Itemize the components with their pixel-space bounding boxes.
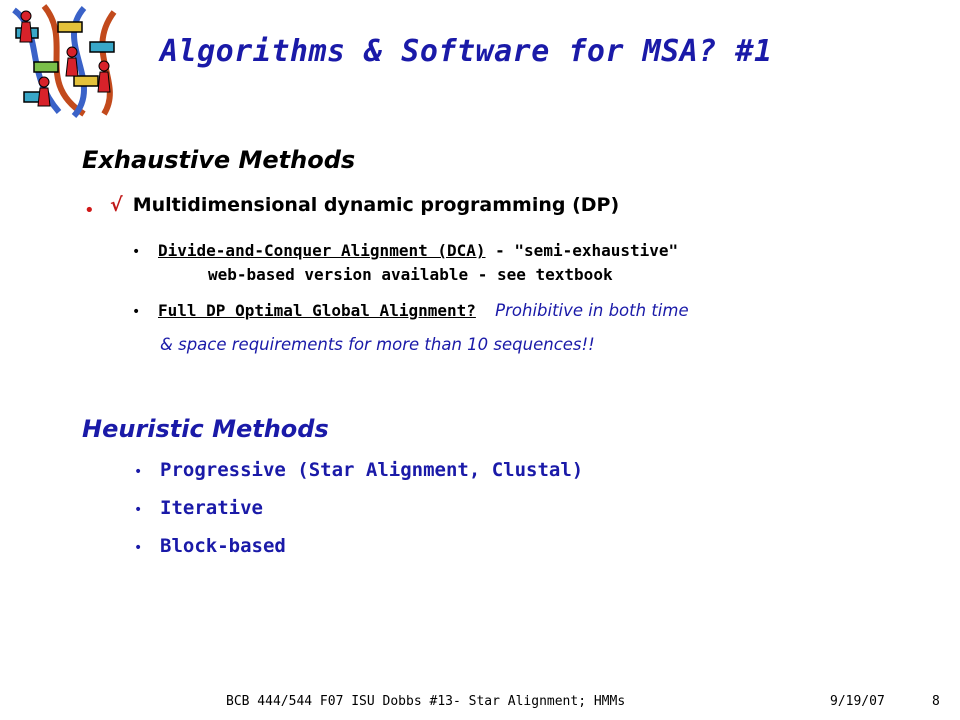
heuristic-item-iterative: Iterative <box>160 497 263 519</box>
heuristic-methods-heading: Heuristic Methods <box>82 415 329 443</box>
footer-date: 9/19/07 <box>830 694 885 709</box>
dna-people-logo <box>4 2 128 118</box>
bullet-dot: • <box>84 200 95 221</box>
prohibitive-note: Prohibitive in both time <box>495 301 689 320</box>
dca-line2: web-based version available - see textbook <box>208 265 613 284</box>
heuristic-item-progressive: Progressive (Star Alignment, Clustal) <box>160 459 584 481</box>
full-dp-link[interactable]: Full DP Optimal Global Alignment? <box>158 301 476 320</box>
dp-item-label: Multidimensional dynamic programming (DP) <box>132 194 620 216</box>
prohibitive-note-line2: & space requirements for more than 10 sequences!! <box>160 335 595 354</box>
dca-rest: - "semi-exhaustive" <box>485 241 679 260</box>
bullet-dot: • <box>132 304 141 320</box>
heuristic-item-block: Block-based <box>160 535 286 557</box>
bullet-dot: • <box>134 464 143 480</box>
footer-course: BCB 444/544 F07 ISU Dobbs #13- Star Alignment; HMMs <box>226 694 626 709</box>
bullet-dot: • <box>134 540 143 556</box>
footer-page-number: 8 <box>932 694 940 709</box>
exhaustive-methods-heading: Exhaustive Methods <box>82 146 356 174</box>
slide-title: Algorithms & Software for MSA? #1 <box>160 34 773 69</box>
check-icon: √ <box>110 194 123 216</box>
dp-item <box>110 194 619 216</box>
bullet-dot: • <box>132 244 141 260</box>
dca-item <box>158 241 678 260</box>
bullet-dot: • <box>134 502 143 518</box>
dca-link[interactable]: Divide-and-Conquer Alignment (DCA) <box>158 241 486 260</box>
full-dp-item <box>158 301 689 320</box>
